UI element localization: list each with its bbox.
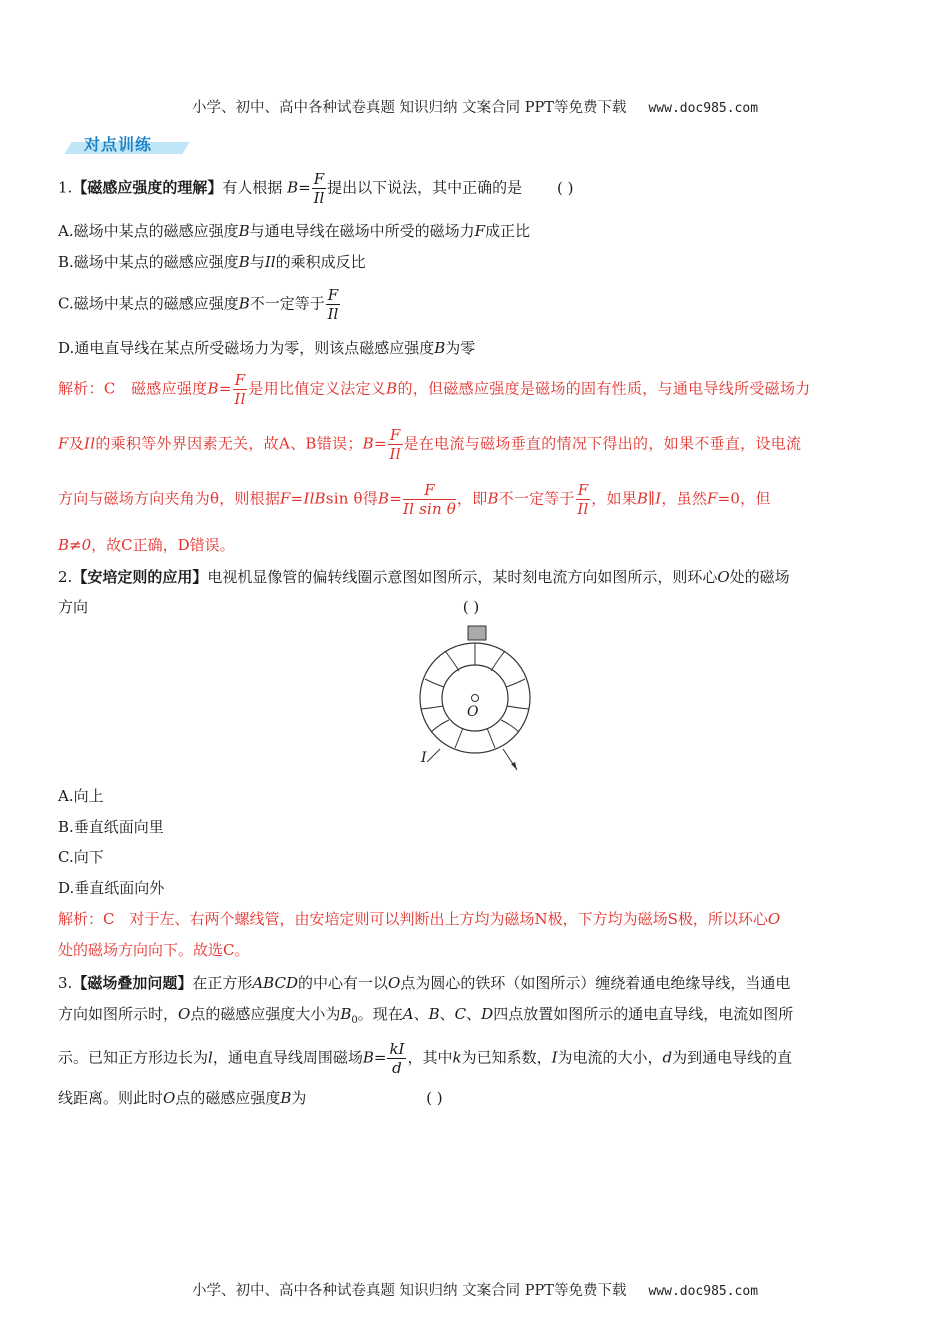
q2-tag: 【安培定则的应用】 xyxy=(72,568,208,586)
q1-solution-line2: F及Il的乘积等外界因素无关，故A、B错误；B= $\frac{F}{Il}$ 是在电流与磁场垂直的情况下得出的，如果不垂直，设电流 xyxy=(58,426,802,463)
q3-stem-line4: 线距离。则此时O点的磁感应强度B为 ( ) xyxy=(58,1089,443,1107)
coil-diagram xyxy=(415,624,545,774)
q1-solution-line1: 解析：C 磁感应强度B= $\frac{F}{Il}$ 是用比值定义法定义B的，但磁感应强度是磁场的固有性质，与通电导线所受磁场力 xyxy=(58,371,811,408)
q2-stem: 2.【安培定则的应用】电视机显像管的偏转线圈示意图如图所示，某时刻电流方向如图所示，则环心O处的磁场 xyxy=(58,568,790,586)
q3-tag: 【磁场叠加问题】 xyxy=(72,974,193,992)
q2-solution-line2: 处的磁场方向向下。故选C。 xyxy=(58,941,250,959)
q1-stem: 1.【磁感应强度的理解】有人根据 B= $\frac{F}{Il}$ 提出以下说法，其中正确的是 ( ) xyxy=(58,170,574,207)
q2-option-a: A.向上 xyxy=(58,787,104,805)
page-header xyxy=(0,96,950,117)
q2-option-d: D.垂直纸面向外 xyxy=(58,879,165,897)
q2-answer-paren: ( ) xyxy=(462,598,480,616)
formula-kI-over-d: $\frac{kI}{d}$ xyxy=(389,1040,405,1077)
q1-solution-line4: B≠0，故C正确，D错误。 xyxy=(58,536,235,554)
header-url[interactable]: www.doc985.com xyxy=(648,101,759,116)
q2-solution-line1: 解析：C 对于左、右两个螺线管，由安培定则可以判断出上方均为磁场N极，下方均为磁场S极，所以环心O xyxy=(58,910,781,928)
q3-stem-line2: 方向如图所示时，O点的磁感应强度大小为$B_0$。现在A、B、C、D四点放置如图所示的通电直导线，电流如图所 xyxy=(58,1005,794,1026)
q1-answer-paren: ( ) xyxy=(556,178,574,197)
q3-stem-line3: 示。已知正方形边长为l，通电直导线周围磁场B= $\frac{kI}{d}$ ，其中k为已知系数，I为电流的大小，d为到通电导线的直 xyxy=(58,1040,793,1077)
q1-tag: 【磁感应强度的理解】 xyxy=(72,178,223,197)
section-banner xyxy=(58,132,186,154)
q3-stem-line1: 3.【磁场叠加问题】在正方形ABCD的中心有一以O点为圆心的铁环（如图所示）缠绕着通电绝缘导线，当通电 xyxy=(58,974,791,992)
current-i-label: I xyxy=(421,750,427,766)
center-o-label: O xyxy=(467,704,479,720)
q1-solution-line3: 方向与磁场方向夹角为θ，则根据F=IlBsin θ得B= $\frac{F}{\text{Il sin θ}}$ ，即B不一定等于 $\frac{F}{Il}$ ，如果B∥I，虽然F=0，但 xyxy=(58,481,771,518)
footer-url[interactable]: www.doc985.com xyxy=(648,1284,759,1299)
q2-stem-line2: 方向 ( ) xyxy=(58,598,480,616)
q1-option-d: D.通电直导线在某点所受磁场力为零，则该点磁感应强度B为零 xyxy=(58,339,476,357)
q1-option-c: C.磁场中某点的磁感应强度B不一定等于 $\frac{F}{Il}$ xyxy=(58,286,339,323)
deflection-coil-figure xyxy=(415,624,545,778)
q2-option-b: B.垂直纸面向里 xyxy=(58,818,164,836)
q2-option-c: C.向下 xyxy=(58,848,104,866)
q3-answer-paren: ( ) xyxy=(426,1089,443,1107)
header-text: 小学、初中、高中各种试卷真题 知识归纳 文案合同 PPT等免费下载 xyxy=(191,100,627,116)
q1-option-a: A.磁场中某点的磁感应强度B与通电导线在磁场中所受的磁场力F成正比 xyxy=(58,222,531,240)
footer-text: 小学、初中、高中各种试卷真题 知识归纳 文案合同 PPT等免费下载 xyxy=(191,1283,627,1299)
page-footer xyxy=(0,1279,950,1300)
banner-label: 对点训练 xyxy=(84,135,153,154)
formula-F-over-Il: $\frac{F}{Il}$ xyxy=(313,170,325,207)
q1-option-b: B.磁场中某点的磁感应强度B与Il的乘积成反比 xyxy=(58,253,366,271)
